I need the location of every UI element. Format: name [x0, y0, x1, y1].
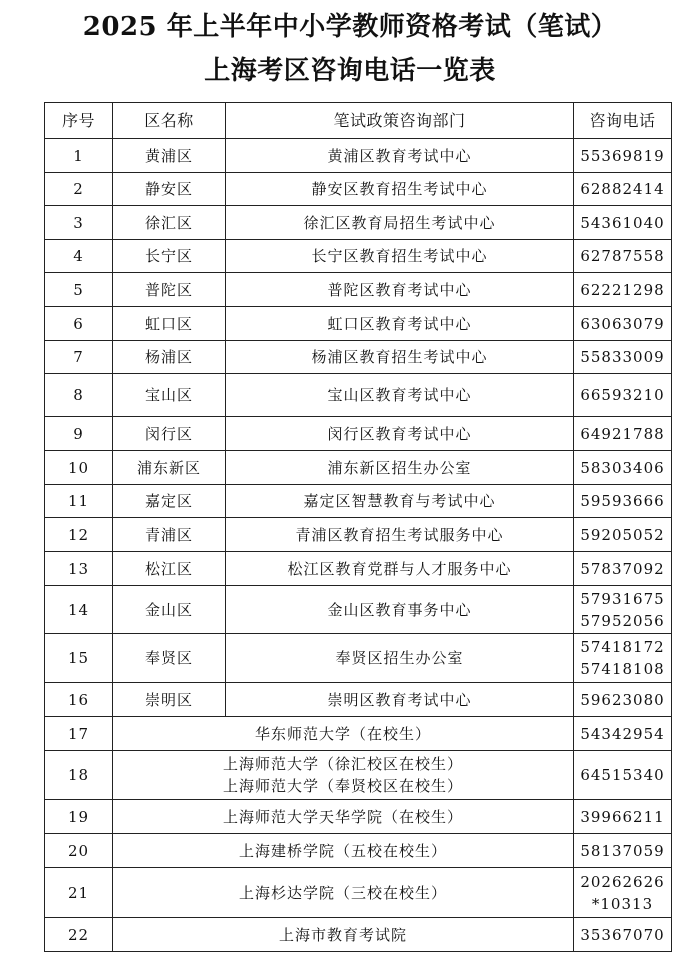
dept-name: 金山区教育事务中心 — [327, 600, 472, 619]
cell-phone — [574, 751, 672, 800]
cell-dept — [226, 485, 574, 518]
cell-no: 19 — [45, 800, 113, 834]
table-row — [45, 341, 672, 374]
phone-number: 64515340 — [580, 766, 665, 784]
cell-dept — [113, 800, 574, 834]
cell-dept — [113, 717, 574, 751]
dept-name: 长宁区教育招生考试中心 — [311, 247, 488, 265]
cell-no: 13 — [45, 552, 113, 586]
dept-name: 青浦区教育招生考试服务中心 — [295, 525, 504, 544]
title-line-2: 上海考区咨询电话一览表 — [204, 56, 496, 86]
cell-dept — [113, 918, 574, 952]
dept-name: 华东师范大学（在校生） — [254, 724, 431, 743]
cell-district: 崇明区 — [113, 683, 226, 717]
phone-number: 59623080 — [580, 690, 665, 709]
cell-phone — [574, 800, 672, 834]
table-row — [45, 586, 672, 634]
cell-district: 闵行区 — [113, 417, 226, 451]
dept-name: 上海师范大学（奉贤校区在校生） — [222, 777, 463, 795]
phone-number: 54361040 — [580, 213, 665, 232]
cell-phone — [574, 173, 672, 206]
cell-phone — [574, 683, 672, 717]
cell-dept — [226, 341, 574, 374]
table-row — [45, 485, 672, 518]
phone-number: 62221298 — [580, 280, 665, 299]
cell-dept — [226, 173, 574, 206]
cell-phone — [574, 206, 672, 240]
table-row — [45, 868, 672, 918]
phone-number: 35367070 — [580, 925, 665, 944]
cell-no: 3 — [45, 206, 113, 240]
document-title — [0, 8, 700, 90]
cell-district: 宝山区 — [113, 374, 226, 417]
cell-no: 7 — [45, 341, 113, 374]
phone-number: 20262626 — [580, 872, 665, 891]
cell-no: 4 — [45, 240, 113, 273]
table-row — [45, 552, 672, 586]
cell-dept — [226, 518, 574, 552]
cell-district: 浦东新区 — [113, 451, 226, 485]
cell-district: 徐汇区 — [113, 206, 226, 240]
cell-no: 16 — [45, 683, 113, 717]
cell-phone — [574, 518, 672, 552]
phone-number: 64921788 — [580, 424, 665, 443]
phone-number: 55833009 — [580, 348, 665, 366]
cell-dept — [226, 307, 574, 341]
cell-phone — [574, 586, 672, 634]
cell-dept — [226, 240, 574, 273]
phone-number: *10313 — [591, 894, 654, 913]
cell-no: 22 — [45, 918, 113, 952]
cell-phone — [574, 717, 672, 751]
cell-no: 18 — [45, 751, 113, 800]
cell-dept — [113, 834, 574, 868]
phone-number: 39966211 — [580, 807, 665, 826]
phone-number: 66593210 — [580, 386, 665, 404]
cell-district: 虹口区 — [113, 307, 226, 341]
cell-phone — [574, 240, 672, 273]
cell-no: 21 — [45, 868, 113, 918]
cell-phone — [574, 634, 672, 683]
dept-name: 上海师范大学（徐汇校区在校生） — [222, 755, 463, 773]
cell-dept — [226, 634, 574, 683]
table-row — [45, 206, 672, 240]
cell-no: 6 — [45, 307, 113, 341]
cell-no: 14 — [45, 586, 113, 634]
table-row — [45, 273, 672, 307]
cell-phone — [574, 552, 672, 586]
phone-number: 57418108 — [580, 660, 665, 678]
table-row — [45, 918, 672, 952]
phone-number: 59593666 — [580, 492, 665, 510]
table-row — [45, 634, 672, 683]
table-row — [45, 417, 672, 451]
cell-district: 杨浦区 — [113, 341, 226, 374]
cell-dept — [226, 139, 574, 173]
cell-no: 11 — [45, 485, 113, 518]
dept-name: 闵行区教育考试中心 — [327, 424, 472, 443]
cell-district: 黄浦区 — [113, 139, 226, 173]
header-dept: 笔试政策咨询部门 — [226, 103, 574, 139]
dept-name: 奉贤区招生办公室 — [335, 649, 464, 667]
table-header-row — [45, 103, 672, 139]
cell-dept — [113, 751, 574, 800]
phone-number: 57931675 — [580, 589, 665, 608]
dept-name: 嘉定区智慧教育与考试中心 — [303, 492, 496, 510]
phone-number: 57837092 — [580, 559, 665, 578]
table-row — [45, 374, 672, 417]
dept-name: 静安区教育招生考试中心 — [311, 180, 488, 198]
cell-no: 9 — [45, 417, 113, 451]
cell-district: 奉贤区 — [113, 634, 226, 683]
cell-district: 青浦区 — [113, 518, 226, 552]
header-phone: 咨询电话 — [574, 103, 672, 139]
title-line-1: 2025 年上半年中小学教师资格考试（笔试） — [82, 12, 618, 42]
header-district: 区名称 — [113, 103, 226, 139]
cell-dept — [226, 206, 574, 240]
phone-number: 63063079 — [580, 314, 665, 333]
cell-phone — [574, 341, 672, 374]
cell-phone — [574, 868, 672, 918]
dept-name: 松江区教育党群与人才服务中心 — [287, 559, 512, 578]
cell-no: 17 — [45, 717, 113, 751]
cell-no: 15 — [45, 634, 113, 683]
cell-phone — [574, 139, 672, 173]
dept-name: 宝山区教育考试中心 — [327, 386, 472, 404]
contact-table — [44, 102, 672, 952]
cell-phone — [574, 451, 672, 485]
cell-dept — [226, 451, 574, 485]
cell-dept — [226, 683, 574, 717]
cell-no: 1 — [45, 139, 113, 173]
cell-phone — [574, 374, 672, 417]
cell-no: 5 — [45, 273, 113, 307]
phone-number: 58137059 — [580, 841, 665, 860]
dept-name: 黄浦区教育考试中心 — [327, 146, 472, 165]
cell-district: 静安区 — [113, 173, 226, 206]
cell-district: 普陀区 — [113, 273, 226, 307]
cell-district: 长宁区 — [113, 240, 226, 273]
table-body — [45, 139, 672, 952]
table-row — [45, 307, 672, 341]
phone-number: 62882414 — [580, 180, 665, 198]
phone-number: 59205052 — [580, 525, 665, 544]
dept-name: 崇明区教育考试中心 — [327, 690, 472, 709]
cell-dept — [226, 273, 574, 307]
phone-number: 55369819 — [580, 146, 665, 165]
cell-dept — [226, 552, 574, 586]
cell-phone — [574, 834, 672, 868]
cell-dept — [226, 417, 574, 451]
cell-phone — [574, 485, 672, 518]
cell-dept — [113, 868, 574, 918]
cell-dept — [226, 374, 574, 417]
table-row — [45, 683, 672, 717]
dept-name: 虹口区教育考试中心 — [327, 314, 472, 333]
table-row — [45, 800, 672, 834]
cell-district: 金山区 — [113, 586, 226, 634]
cell-phone — [574, 918, 672, 952]
dept-name: 杨浦区教育招生考试中心 — [311, 348, 488, 366]
cell-phone — [574, 417, 672, 451]
phone-number: 57418172 — [580, 638, 665, 656]
dept-name: 上海杉达学院（三校在校生） — [238, 883, 447, 902]
table-row — [45, 751, 672, 800]
cell-no: 12 — [45, 518, 113, 552]
cell-no: 20 — [45, 834, 113, 868]
dept-name: 徐汇区教育局招生考试中心 — [303, 213, 496, 232]
cell-dept — [226, 586, 574, 634]
dept-name: 上海建桥学院（五校在校生） — [238, 841, 447, 860]
phone-number: 54342954 — [580, 724, 665, 743]
dept-name: 上海师范大学天华学院（在校生） — [222, 807, 463, 826]
table-row — [45, 173, 672, 206]
cell-phone — [574, 307, 672, 341]
dept-name: 普陀区教育考试中心 — [327, 280, 472, 299]
table-row — [45, 240, 672, 273]
header-no: 序号 — [45, 103, 113, 139]
cell-phone — [574, 273, 672, 307]
cell-no: 10 — [45, 451, 113, 485]
cell-district: 松江区 — [113, 552, 226, 586]
cell-no: 8 — [45, 374, 113, 417]
phone-number: 57952056 — [580, 611, 665, 630]
phone-number: 58303406 — [580, 458, 665, 477]
table-row — [45, 834, 672, 868]
table-row — [45, 717, 672, 751]
table-row — [45, 139, 672, 173]
table-row — [45, 451, 672, 485]
cell-no: 2 — [45, 173, 113, 206]
phone-number: 62787558 — [580, 247, 665, 265]
cell-district: 嘉定区 — [113, 485, 226, 518]
dept-name: 浦东新区招生办公室 — [327, 458, 472, 477]
table-row — [45, 518, 672, 552]
dept-name: 上海市教育考试院 — [278, 925, 407, 944]
